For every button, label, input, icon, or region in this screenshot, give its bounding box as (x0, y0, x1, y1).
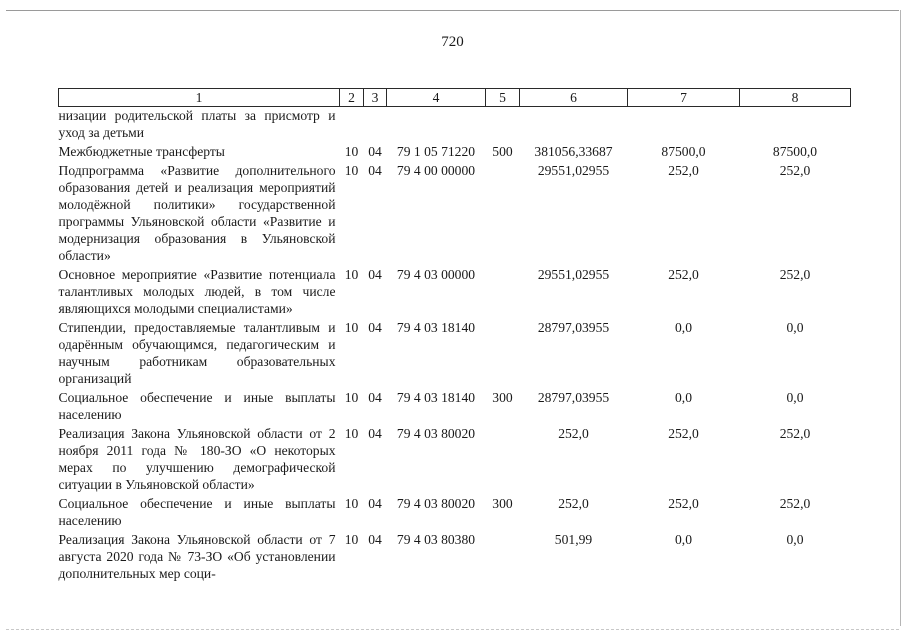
row-target-article: 79 4 00 00000 (396, 163, 476, 178)
row-amount-year-2: 0,0 (675, 390, 692, 405)
column-header-subsection: 3 (364, 89, 387, 107)
row-subsection (364, 107, 387, 144)
row-target-article: 79 4 03 18140 (396, 320, 476, 335)
column-header-name: 1 (59, 89, 340, 107)
row-section: 10 (344, 426, 359, 441)
row-expense-type (486, 319, 520, 389)
row-amount-year-3: 252,0 (779, 267, 811, 282)
row-amount-year-3: 0,0 (786, 390, 804, 405)
row-name: Межбюджетные трансферты (58, 144, 225, 159)
row-subsection: 04 (368, 320, 382, 335)
row-name: низации родительской платы за присмотр и уход за детьми (58, 108, 336, 140)
row-target-article: 79 4 03 80020 (396, 426, 476, 441)
row-name: Основное мероприятие «Развитие потенциала талантливых молодых людей, в том числе являющихся молодыми специалистами» (58, 267, 336, 316)
row-subsection: 04 (368, 496, 382, 511)
column-header-amount-year-3: 8 (740, 89, 851, 107)
row-name: Подпрограмма «Развитие дополнительного образования детей и реализация мероприятий молодёжной политики» государственной программы Ульяновской области «Развитие и модернизация образования в Ульяновской области» (58, 163, 336, 263)
row-subsection: 04 (368, 144, 382, 159)
row-amount-year-2: 252,0 (668, 496, 699, 511)
row-expense-type (486, 162, 520, 266)
row-amount-year-1: 28797,03955 (537, 320, 610, 335)
row-expense-type: 500 (492, 144, 513, 159)
table-row (59, 425, 851, 495)
row-section: 10 (344, 496, 359, 511)
page-frame-bottom-edge (6, 629, 899, 630)
column-header-amount-year-2: 7 (628, 89, 740, 107)
row-section: 10 (344, 532, 359, 547)
row-amount-year-3: 0,0 (786, 532, 804, 547)
table-row (59, 319, 851, 389)
table-header-row (59, 89, 851, 107)
page-number: 720 (441, 34, 464, 50)
row-amount-year-2: 252,0 (668, 426, 699, 441)
row-amount-year-3 (740, 107, 851, 144)
row-target-article: 79 4 03 00000 (396, 267, 476, 282)
row-amount-year-1: 381056,33687 (534, 144, 613, 159)
row-amount-year-1 (520, 107, 628, 144)
row-amount-year-2: 87500,0 (661, 144, 706, 159)
row-target-article: 79 4 03 80020 (396, 496, 476, 511)
column-header-target-article: 4 (387, 89, 486, 107)
table-row (59, 162, 851, 266)
row-name: Реализация Закона Ульяновской области от 7 августа 2020 года № 73-ЗО «Об установлении дополнительных мер соци- (58, 532, 336, 581)
row-amount-year-2: 252,0 (668, 267, 699, 282)
row-expense-type (486, 266, 520, 319)
row-amount-year-1: 501,99 (554, 532, 593, 547)
row-section: 10 (344, 320, 359, 335)
row-expense-type (486, 531, 520, 584)
row-subsection: 04 (368, 163, 382, 178)
row-target-article: 79 1 05 71220 (396, 144, 476, 159)
table-row (59, 107, 851, 144)
row-amount-year-2: 0,0 (675, 320, 692, 335)
row-amount-year-2 (628, 107, 740, 144)
row-amount-year-1: 252,0 (558, 426, 589, 441)
row-name: Реализация Закона Ульяновской области от 2 ноября 2011 года № 180-ЗО «О некоторых мерах по улучшению демографической ситуации в Ульяновской области» (58, 426, 336, 492)
row-amount-year-3: 252,0 (779, 496, 811, 511)
row-amount-year-2: 252,0 (668, 163, 699, 178)
row-section: 10 (344, 144, 359, 159)
row-amount-year-3: 252,0 (779, 426, 811, 441)
table-row (59, 495, 851, 531)
page-frame-right-edge (900, 10, 901, 626)
column-header-section: 2 (340, 89, 364, 107)
row-section: 10 (344, 267, 359, 282)
row-subsection: 04 (368, 532, 382, 547)
row-expense-type (486, 107, 520, 144)
row-target-article: 79 4 03 18140 (396, 390, 476, 405)
row-amount-year-1: 29551,02955 (537, 163, 610, 178)
row-amount-year-3: 252,0 (779, 163, 811, 178)
row-name: Стипендии, предоставляемые талантливым и одарённым обучающимся, педагогическим и научным работникам образовательных организаций (58, 320, 336, 386)
row-name: Социальное обеспечение и иные выплаты населению (58, 390, 336, 422)
table-row (59, 531, 851, 584)
row-amount-year-3: 87500,0 (772, 144, 818, 159)
row-section (340, 107, 364, 144)
row-section: 10 (344, 163, 359, 178)
row-subsection: 04 (368, 426, 382, 441)
budget-table (58, 88, 851, 584)
row-target-article (387, 107, 486, 144)
table-row (59, 266, 851, 319)
table-row (59, 143, 851, 162)
row-expense-type: 300 (492, 390, 513, 405)
row-amount-year-1: 28797,03955 (537, 390, 610, 405)
column-header-expense-type: 5 (486, 89, 520, 107)
row-amount-year-3: 0,0 (786, 320, 804, 335)
row-section: 10 (344, 390, 359, 405)
row-subsection: 04 (368, 390, 382, 405)
row-amount-year-2: 0,0 (675, 532, 692, 547)
column-header-amount-year-1: 6 (520, 89, 628, 107)
page-frame-top-edge (6, 10, 899, 11)
row-amount-year-1: 29551,02955 (537, 267, 610, 282)
row-subsection: 04 (368, 267, 382, 282)
row-expense-type (486, 425, 520, 495)
row-amount-year-1: 252,0 (558, 496, 589, 511)
row-expense-type: 300 (492, 496, 513, 511)
row-target-article: 79 4 03 80380 (396, 532, 476, 547)
row-name: Социальное обеспечение и иные выплаты населению (58, 496, 336, 528)
table-row (59, 389, 851, 425)
